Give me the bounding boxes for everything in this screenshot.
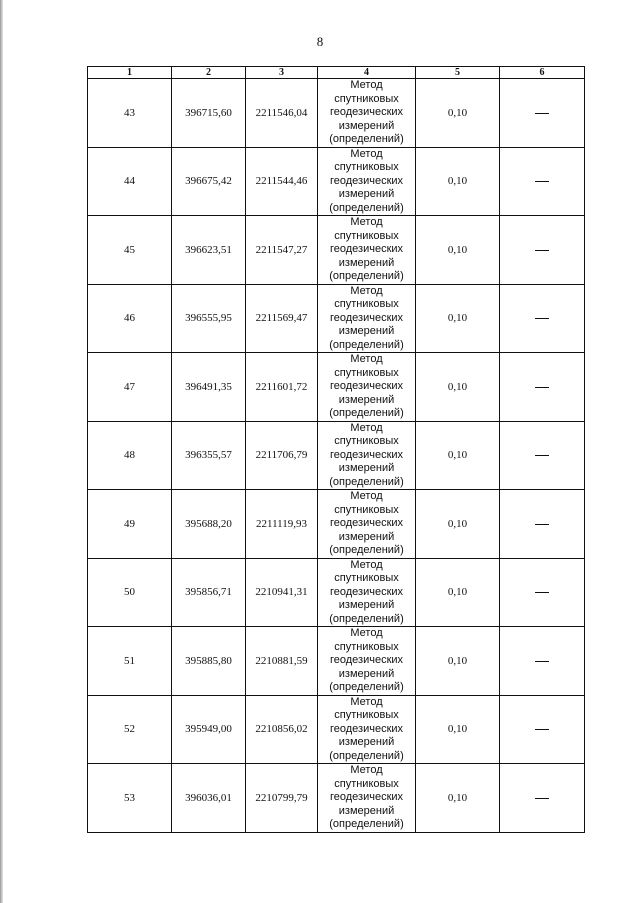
method-line: Метод — [350, 147, 383, 160]
table-row — [88, 284, 585, 353]
description-cell — [500, 627, 585, 696]
table-body — [88, 79, 585, 833]
em-dash-icon — [535, 455, 549, 456]
method-line: измерений — [338, 119, 395, 132]
y-coordinate-cell: 2211119,93 — [246, 490, 318, 559]
point-number-cell: 50 — [88, 558, 172, 627]
column-header-1: 1 — [88, 67, 172, 79]
method-line: спутниковых — [334, 709, 399, 721]
method-line: Метод — [350, 490, 383, 502]
method-line: Метод — [350, 216, 383, 228]
method-cell — [318, 558, 416, 627]
method-line: спутниковых — [334, 572, 399, 584]
description-cell — [500, 421, 585, 490]
method-line: геодезических — [329, 174, 404, 187]
method-cell — [318, 421, 416, 490]
point-number-cell: 47 — [88, 353, 172, 422]
y-coordinate-cell: 2211706,79 — [246, 421, 318, 490]
table-row — [88, 353, 585, 422]
method-line: геодезических — [329, 585, 404, 598]
precision-cell: 0,10 — [416, 79, 500, 148]
method-line: измерений — [338, 256, 395, 269]
method-line: Метод — [350, 695, 383, 708]
method-line: Метод — [350, 558, 383, 571]
page-number: 8 — [316, 34, 324, 49]
method-cell — [318, 490, 416, 559]
x-coordinate-cell: 395856,71 — [172, 558, 246, 627]
em-dash-icon — [535, 798, 549, 799]
header-row — [88, 67, 585, 79]
method-line: спутниковых — [334, 503, 399, 516]
y-coordinate-cell: 2211601,72 — [246, 353, 318, 422]
method-line: измерений — [338, 393, 395, 406]
table-row — [88, 421, 585, 490]
precision-cell: 0,10 — [416, 764, 500, 833]
column-header-5: 5 — [416, 67, 500, 79]
method-line: (определений) — [329, 681, 404, 693]
y-coordinate-cell: 2211547,27 — [246, 216, 318, 285]
point-number-cell: 43 — [88, 79, 172, 148]
method-line: (определений) — [329, 475, 404, 488]
method-line: геодезических — [329, 448, 404, 461]
method-line: Метод — [350, 353, 383, 365]
y-coordinate-cell: 2211544,46 — [246, 147, 318, 216]
point-number-cell: 48 — [88, 421, 172, 490]
method-line: спутниковых — [334, 366, 399, 379]
method-line: (определений) — [329, 818, 404, 830]
method-line: (определений) — [329, 270, 404, 282]
table-row — [88, 558, 585, 627]
y-coordinate-cell: 2211546,04 — [246, 79, 318, 148]
column-header-4: 4 — [318, 67, 416, 79]
method-line: измерений — [338, 462, 395, 474]
x-coordinate-cell: 396675,42 — [172, 147, 246, 216]
table-row — [88, 147, 585, 216]
method-line: спутниковых — [334, 92, 399, 105]
method-line: измерений — [338, 667, 395, 680]
precision-cell: 0,10 — [416, 490, 500, 559]
x-coordinate-cell: 395885,80 — [172, 627, 246, 696]
column-header-2: 2 — [172, 67, 246, 79]
y-coordinate-cell: 2210881,59 — [246, 627, 318, 696]
x-coordinate-cell: 396623,51 — [172, 216, 246, 285]
table-row — [88, 764, 585, 833]
y-coordinate-cell: 2210799,79 — [246, 764, 318, 833]
method-line: геодезических — [329, 654, 404, 666]
x-coordinate-cell: 396555,95 — [172, 284, 246, 353]
method-line: измерений — [338, 736, 395, 748]
em-dash-icon — [535, 592, 549, 593]
em-dash-icon — [535, 729, 549, 730]
table-row — [88, 627, 585, 696]
method-cell — [318, 695, 416, 764]
em-dash-icon — [535, 250, 549, 251]
method-line: спутниковых — [334, 229, 399, 242]
description-cell — [500, 284, 585, 353]
point-number-cell: 49 — [88, 490, 172, 559]
method-cell — [318, 147, 416, 216]
table-row — [88, 216, 585, 285]
point-number-cell: 45 — [88, 216, 172, 285]
method-line: геодезических — [329, 517, 404, 529]
em-dash-icon — [535, 181, 549, 182]
point-number-cell: 53 — [88, 764, 172, 833]
method-line: геодезических — [329, 722, 404, 735]
method-cell — [318, 216, 416, 285]
method-line: спутниковых — [334, 640, 399, 653]
point-number-cell: 52 — [88, 695, 172, 764]
point-number-cell: 51 — [88, 627, 172, 696]
scan-edge — [0, 0, 3, 903]
em-dash-icon — [535, 524, 549, 525]
em-dash-icon — [535, 661, 549, 662]
method-line: геодезических — [329, 791, 404, 803]
y-coordinate-cell: 2210856,02 — [246, 695, 318, 764]
method-line: спутниковых — [334, 777, 399, 790]
method-line: Метод — [350, 627, 383, 639]
method-cell — [318, 284, 416, 353]
table-row — [88, 490, 585, 559]
point-number-cell: 44 — [88, 147, 172, 216]
em-dash-icon — [535, 113, 549, 114]
table-row — [88, 695, 585, 764]
description-cell — [500, 216, 585, 285]
method-line: измерений — [338, 599, 395, 611]
method-line: спутниковых — [334, 435, 399, 447]
method-line: (определений) — [329, 133, 404, 145]
x-coordinate-cell: 396355,57 — [172, 421, 246, 490]
method-cell — [318, 627, 416, 696]
method-line: (определений) — [329, 338, 404, 351]
x-coordinate-cell: 396491,35 — [172, 353, 246, 422]
method-line: Метод — [350, 764, 383, 776]
method-line: Метод — [350, 79, 383, 91]
method-line: Метод — [350, 421, 383, 434]
x-coordinate-cell: 395949,00 — [172, 695, 246, 764]
description-cell — [500, 490, 585, 559]
method-line: геодезических — [329, 311, 404, 324]
method-line: (определений) — [329, 544, 404, 556]
y-coordinate-cell: 2210941,31 — [246, 558, 318, 627]
method-line: измерений — [338, 530, 395, 543]
precision-cell: 0,10 — [416, 284, 500, 353]
method-line: (определений) — [329, 749, 404, 762]
coordinates-table — [87, 66, 585, 833]
method-line: измерений — [338, 804, 395, 817]
y-coordinate-cell: 2211569,47 — [246, 284, 318, 353]
method-line: Метод — [350, 284, 383, 297]
method-line: спутниковых — [334, 298, 399, 310]
method-line: измерений — [338, 188, 395, 200]
precision-cell: 0,10 — [416, 216, 500, 285]
precision-cell: 0,10 — [416, 558, 500, 627]
precision-cell: 0,10 — [416, 627, 500, 696]
description-cell — [500, 558, 585, 627]
em-dash-icon — [535, 387, 549, 388]
description-cell — [500, 695, 585, 764]
description-cell — [500, 147, 585, 216]
method-cell — [318, 353, 416, 422]
precision-cell: 0,10 — [416, 353, 500, 422]
x-coordinate-cell: 395688,20 — [172, 490, 246, 559]
point-number-cell: 46 — [88, 284, 172, 353]
method-line: геодезических — [329, 106, 404, 118]
method-line: спутниковых — [334, 161, 399, 173]
column-header-6: 6 — [500, 67, 585, 79]
description-cell — [500, 353, 585, 422]
precision-cell: 0,10 — [416, 695, 500, 764]
description-cell — [500, 764, 585, 833]
em-dash-icon — [535, 318, 549, 319]
table-row — [88, 79, 585, 148]
x-coordinate-cell: 396715,60 — [172, 79, 246, 148]
description-cell — [500, 79, 585, 148]
method-line: (определений) — [329, 407, 404, 419]
method-line: геодезических — [329, 380, 404, 392]
method-cell — [318, 764, 416, 833]
method-line: (определений) — [329, 612, 404, 625]
method-line: (определений) — [329, 201, 404, 214]
precision-cell: 0,10 — [416, 147, 500, 216]
column-header-3: 3 — [246, 67, 318, 79]
precision-cell: 0,10 — [416, 421, 500, 490]
method-cell — [318, 79, 416, 148]
method-line: измерений — [338, 325, 395, 337]
method-line: геодезических — [329, 243, 404, 255]
x-coordinate-cell: 396036,01 — [172, 764, 246, 833]
